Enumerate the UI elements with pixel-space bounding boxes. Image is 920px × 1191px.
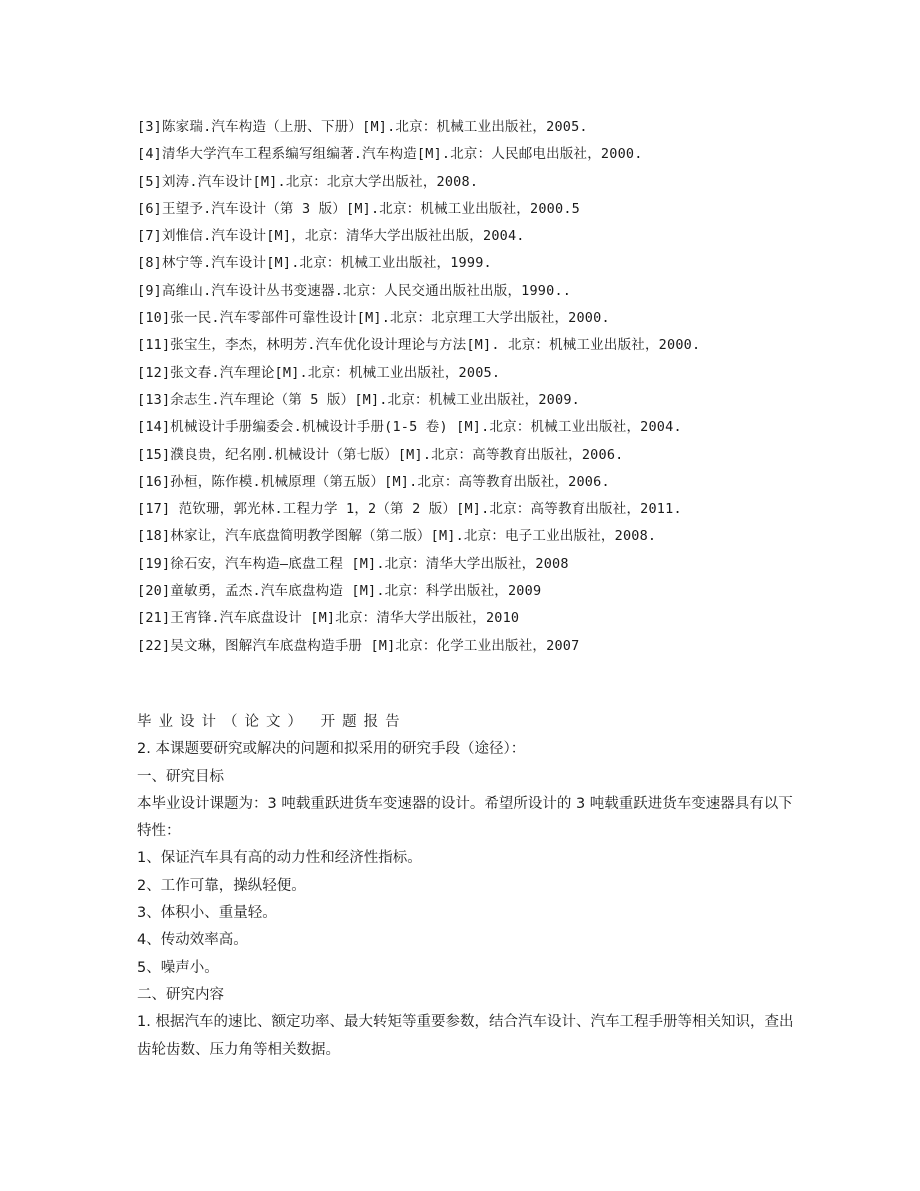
section-title-content: 二、研究内容: [137, 986, 224, 1003]
report-heading-main: 毕业设计（论文）: [137, 714, 309, 730]
objectives-intro: 本毕业设计课题为：3 吨载重跃进货车变速器的设计。希望所设计的 3 吨载重跃进货车变速器具有以下特性：: [137, 795, 793, 840]
reference-list: [137, 114, 897, 660]
reference-item: [4]清华大学汽车工程系编写组编著.汽车构造[M].北京：人民邮电出版社，2000.: [137, 146, 643, 163]
reference-item: [20]童敏勇，孟杰.汽车底盘构造 [M].北京：科学出版社，2009: [137, 583, 542, 600]
content-item: 1. 根据汽车的速比、额定功率、最大转矩等重要参数，结合汽车设计、汽车工程手册等相关知识，查出齿轮齿数、压力角等相关数据。: [137, 1014, 794, 1058]
feature-item: 5、噪声小。: [137, 959, 219, 976]
reference-item: [16]孙桓，陈作模.机械原理（第五版）[M].北京：高等教育出版社，2006.: [137, 473, 610, 490]
reference-item: [21]王宵锋.汽车底盘设计 [M]北京：清华大学出版社，2010: [137, 610, 520, 627]
reference-item: [6]王望予.汽车设计（第 3 版）[M].北京：机械工业出版社，2000.5: [137, 200, 580, 217]
report-heading-sub: 开题报告: [320, 714, 407, 730]
reference-item: [17] 范钦珊，郭光林.工程力学 1，2（第 2 版）[M].北京：高等教育出版社，2011.: [137, 501, 682, 518]
reference-item: [12]张文春.汽车理论[M].北京：机械工业出版社，2005.: [137, 364, 501, 381]
reference-item: [19]徐石安，汽车构造—底盘工程 [M].北京：清华大学出版社，2008: [137, 555, 569, 572]
feature-item: 2、工作可靠，操纵轻便。: [137, 877, 306, 894]
reference-item: [18]林家让，汽车底盘简明教学图解（第二版）[M].北京：电子工业出版社，2008.: [137, 528, 657, 545]
opening-report: [137, 709, 797, 1064]
reference-item: [5]刘涛.汽车设计[M].北京：北京大学出版社，2008.: [137, 173, 479, 190]
reference-item: [22]吴文琳，图解汽车底盘构造手册 [M]北京：化学工业出版社，2007: [137, 637, 580, 654]
reference-item: [13]余志生.汽车理论（第 5 版）[M].北京：机械工业出版社，2009.: [137, 391, 580, 408]
reference-item: [14]机械设计手册编委会.机械设计手册(1-5 卷) [M].北京：机械工业出版社，2004.: [137, 419, 682, 436]
reference-item: [11]张宝生，李杰，林明芳.汽车优化设计理论与方法[M]. 北京：机械工业出版社，2000.: [137, 337, 701, 354]
feature-item: 3、体积小、重量轻。: [137, 905, 277, 922]
feature-item: 4、传动效率高。: [137, 932, 248, 949]
reference-item: [3]陈家瑞.汽车构造（上册、下册）[M].北京：机械工业出版社，2005.: [137, 119, 588, 135]
research-question: 2. 本课题要研究或解决的问题和拟采用的研究手段（途径）：: [137, 741, 526, 758]
reference-item: [15]濮良贵，纪名刚.机械设计（第七版）[M].北京：高等教育出版社，2006.: [137, 446, 624, 463]
feature-item: 1、保证汽车具有高的动力性和经济性指标。: [137, 850, 422, 867]
reference-item: [10]张一民.汽车零部件可靠性设计[M].北京：北京理工大学出版社，2000.: [137, 310, 610, 327]
section-title-objectives: 一、研究目标: [137, 768, 224, 785]
reference-item: [8]林宁等.汽车设计[M].北京：机械工业出版社，1999.: [137, 255, 492, 272]
reference-item: [7]刘惟信.汽车设计[M]，北京：清华大学出版社出版，2004.: [137, 228, 525, 245]
reference-item: [9]高维山.汽车设计丛书变速器.北京：人民交通出版社出版，1990..: [137, 282, 572, 299]
report-heading: [137, 709, 797, 736]
